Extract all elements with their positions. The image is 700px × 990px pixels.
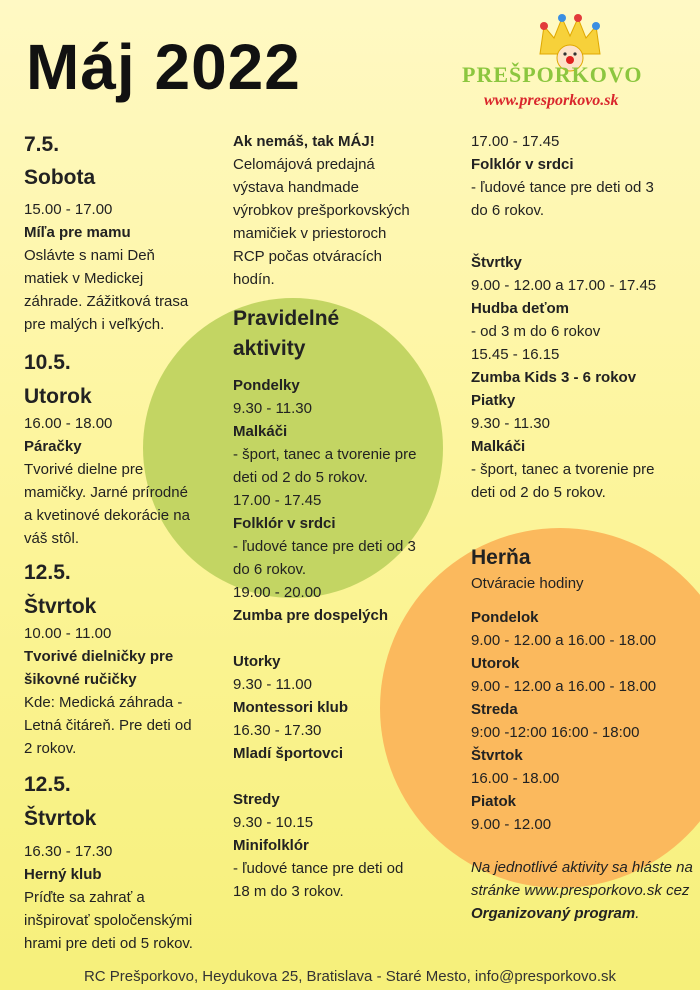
event-desc: Tvorivé dielne pre bbox=[24, 461, 144, 478]
intro-text: RCP počas otváracích bbox=[233, 248, 382, 265]
activity-time: 15.45 - 16.15 bbox=[471, 346, 560, 363]
weekday-heading: Štvrtky bbox=[471, 254, 522, 271]
events-column bbox=[24, 130, 224, 955]
activity-time: 9.30 - 11.00 bbox=[233, 676, 312, 693]
note-line: Na jednotlivé aktivity sa bbox=[471, 859, 628, 876]
event-desc: pre malých i veľkých. bbox=[24, 316, 165, 333]
activity-name: Malkáči bbox=[471, 438, 526, 455]
registration-note bbox=[471, 856, 696, 925]
event-date: 7.5. bbox=[24, 133, 60, 156]
activity-name: Hudba deťom bbox=[471, 300, 570, 317]
note-end: . bbox=[635, 905, 640, 922]
intro-text: hodín. bbox=[233, 271, 275, 288]
note-line: hláste na stránke bbox=[471, 859, 693, 899]
event-desc: a kvetinové dekorácie na bbox=[24, 507, 190, 524]
regular-activities-column-2 bbox=[471, 130, 696, 504]
playroom-day: Utorok bbox=[471, 655, 520, 672]
playroom-day: Pondelok bbox=[471, 609, 539, 626]
activity-desc: - ľudové tance pre deti od bbox=[233, 860, 404, 877]
activity-name: Zumba pre dospelých bbox=[233, 607, 389, 624]
intro-text: výrobkov prešporkovských bbox=[233, 202, 410, 219]
activity-desc: - šport, tanec a tvorenie pre bbox=[233, 446, 417, 463]
event-day: Štvrtok bbox=[24, 807, 97, 830]
playroom-title: Herňa bbox=[471, 546, 531, 569]
event-date: 12.5. bbox=[24, 773, 71, 796]
activity-desc: do 6 rokov. bbox=[471, 202, 545, 219]
activity-time: 9.30 - 10.15 bbox=[233, 814, 314, 831]
event-time: 10.00 - 11.00 bbox=[24, 625, 112, 642]
event-day: Štvrtok bbox=[24, 595, 97, 618]
event-day: Sobota bbox=[24, 166, 96, 189]
intro-text: Celomájová predajná bbox=[233, 156, 375, 173]
activity-time: 9.30 - 11.30 bbox=[233, 400, 312, 417]
event-desc: Príďte sa zahrať a bbox=[24, 889, 145, 906]
weekday-heading: Pondelky bbox=[233, 377, 300, 394]
playroom-hours bbox=[471, 543, 696, 836]
activity-time: 9.00 - 12.00 a 17.00 - 17.45 bbox=[471, 277, 657, 294]
playroom-hours-value: 9.00 - 12.00 a 16.00 - 18.00 bbox=[471, 632, 657, 649]
event-desc: Kde: Medická záhrada - bbox=[24, 694, 183, 711]
section-title: Pravidelné bbox=[233, 307, 340, 330]
logo bbox=[458, 12, 688, 122]
activity-name: Folklór v srdci bbox=[233, 515, 336, 532]
event-desc: inšpirovať spoločenskými bbox=[24, 912, 193, 929]
organized-program-link[interactable]: Organizovaný program bbox=[471, 905, 636, 922]
activity-desc: 18 m do 3 rokov. bbox=[233, 883, 344, 900]
activity-desc: do 6 rokov. bbox=[233, 561, 307, 578]
note-line: www.presporkovo.sk cez bbox=[524, 882, 690, 899]
playroom-day: Piatok bbox=[471, 793, 517, 810]
event-desc: záhrade. Zážitková trasa bbox=[24, 293, 189, 310]
playroom-day: Štvrtok bbox=[471, 747, 523, 764]
activity-name: Malkáči bbox=[233, 423, 288, 440]
event-desc: Oslávte s nami Deň bbox=[24, 247, 155, 264]
activity-time: 9.30 - 11.30 bbox=[471, 415, 550, 432]
activity-desc: deti od 2 do 5 rokov. bbox=[233, 469, 368, 486]
activity-desc: - šport, tanec a tvorenie pre bbox=[471, 461, 655, 478]
section-title: aktivity bbox=[233, 337, 306, 360]
weekday-heading: Stredy bbox=[233, 791, 280, 808]
intro-title: Ak nemáš, tak MÁJ! bbox=[233, 133, 375, 150]
activity-name: Montessori klub bbox=[233, 699, 349, 716]
logo-url[interactable]: www.presporkovo.sk bbox=[484, 92, 619, 109]
event-date: 12.5. bbox=[24, 561, 71, 584]
activity-desc: - ľudové tance pre deti od 3 bbox=[233, 538, 416, 555]
event-name: Tvorivé dielničky pre bbox=[24, 648, 174, 665]
playroom-hours-value: 9.00 - 12.00 bbox=[471, 816, 552, 833]
activity-name: Mladí športovci bbox=[233, 745, 344, 762]
page-title: Máj 2022 bbox=[26, 31, 301, 103]
event-day: Utorok bbox=[24, 385, 92, 408]
activity-time: 19.00 - 20.00 bbox=[233, 584, 322, 601]
activity-name: Zumba Kids 3 - 6 rokov bbox=[471, 369, 637, 386]
event-desc: Letná čitáreň. Pre deti od bbox=[24, 717, 192, 734]
event-name: Páračky bbox=[24, 438, 82, 455]
event-name: Míľa pre mamu bbox=[24, 224, 131, 241]
event-name: šikovné ručičky bbox=[24, 671, 137, 688]
activity-time: 16.30 - 17.30 bbox=[233, 722, 322, 739]
event-time: 15.00 - 17.00 bbox=[24, 201, 113, 218]
event-desc: 2 rokov. bbox=[24, 740, 77, 757]
activity-time: 17.00 - 17.45 bbox=[233, 492, 322, 509]
event-desc: váš stôl. bbox=[24, 530, 80, 547]
playroom-subtitle: Otváracie hodiny bbox=[471, 575, 584, 592]
activity-desc: - ľudové tance pre deti od 3 bbox=[471, 179, 654, 196]
intro-text: mamičiek v priestoroch bbox=[233, 225, 387, 242]
footer-address: RC Prešporkovo, Heydukova 25, Bratislava - Staré Mesto, info@presporkovo.sk bbox=[83, 968, 617, 985]
activity-name: Folklór v srdci bbox=[471, 156, 574, 173]
event-desc: matiek v Medickej bbox=[24, 270, 144, 287]
event-time: 16.30 - 17.30 bbox=[24, 843, 113, 860]
intro-text: výstava handmade bbox=[233, 179, 359, 196]
activity-desc: - od 3 m do 6 rokov bbox=[471, 323, 601, 340]
logo-name: PREŠPORKOVO bbox=[462, 62, 643, 87]
activity-desc: deti od 2 do 5 rokov. bbox=[471, 484, 606, 501]
weekday-heading: Piatky bbox=[471, 392, 516, 409]
event-time: 16.00 - 18.00 bbox=[24, 415, 113, 432]
event-date: 10.5. bbox=[24, 351, 71, 374]
regular-activities-column bbox=[233, 130, 453, 903]
weekday-heading: Utorky bbox=[233, 653, 281, 670]
playroom-hours-value: 16.00 - 18.00 bbox=[471, 770, 560, 787]
playroom-hours-value: 9.00 - 12.00 a 16.00 - 18.00 bbox=[471, 678, 657, 695]
event-name: Herný klub bbox=[24, 866, 102, 883]
event-desc: mamičky. Jarné prírodné bbox=[24, 484, 188, 501]
activity-name: Minifolklór bbox=[233, 837, 309, 854]
playroom-day: Streda bbox=[471, 701, 518, 718]
event-desc: hrami pre deti od 5 rokov. bbox=[24, 935, 193, 952]
playroom-hours-value: 9:00 -12:00 16:00 - 18:00 bbox=[471, 724, 640, 741]
activity-time: 17.00 - 17.45 bbox=[471, 133, 560, 150]
